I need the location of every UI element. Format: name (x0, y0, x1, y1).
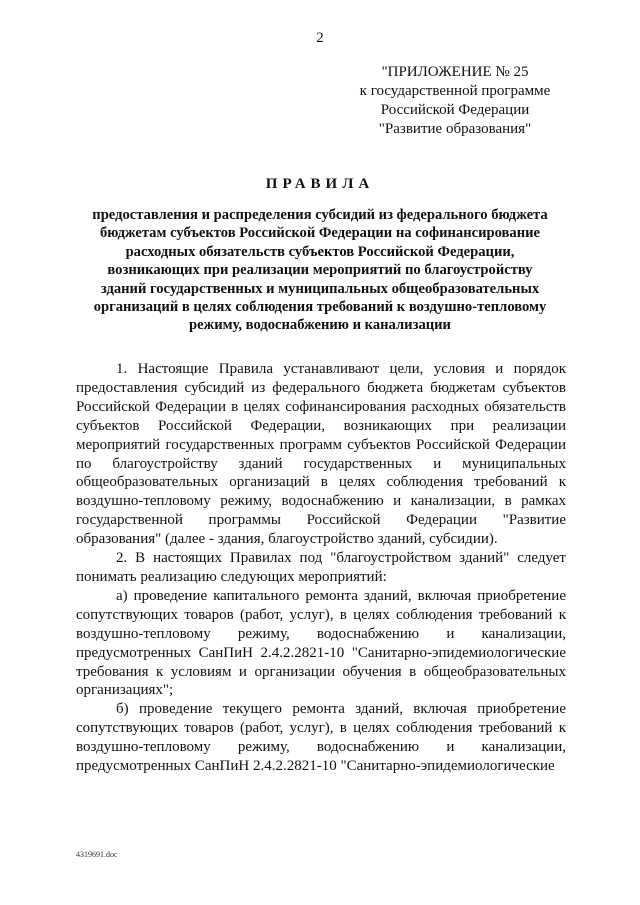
subtitle-line: бюджетам субъектов Российской Федерации на софинансирование (99, 225, 541, 242)
document-body (76, 360, 566, 776)
subtitle-line: зданий государственных и муниципальных общеобразовательных (100, 280, 540, 297)
paragraph-2a: а) проведение капитального ремонта зданий, включая приобретение сопутствующих товаров (работ, услуг), в целях соблюдения требований к воздушно-тепловому режиму, водоснабжению и канализации, предусмотренных СанПиН 2.4.2.2821-10 "Санитарно-эпидемиологические требования к условиям и организации обучения в общеобразовательных организациях"; (76, 587, 566, 699)
page-number: 2 (316, 30, 324, 46)
appendix-line: "ПРИЛОЖЕНИЕ № 25 (381, 64, 529, 80)
appendix-line: Российской Федерации (380, 102, 530, 118)
appendix-line: "Развитие образования" (378, 121, 532, 137)
paragraph-2: 2. В настоящих Правилах под "благоустройством зданий" следует понимать реализацию следующих мероприятий: (76, 550, 566, 585)
paragraph-2b: б) проведение текущего ремонта зданий, включая приобретение сопутствующих товаров (работ, услуг), в целях соблюдения требований к воздушно-тепловому режиму, водоснабжению и канализации, предусмотренных СанПиН 2.4.2.2821-10 "Санитарно-эпидемиологические (76, 701, 566, 775)
subtitle-line: организаций в целях соблюдения требований к воздушно-тепловому (93, 299, 547, 316)
appendix-line: к государственной программе (359, 83, 551, 99)
appendix-header (330, 63, 580, 139)
paragraph-1: 1. Настоящие Правила устанавливают цели, условия и порядок предоставления субсидий из федерального бюджета бюджетам субъектов Российской Федерации в целях софинансирования расходных обязательств субъектов Российской Федерации, возникающих при реализации мероприятий государственных программ субъектов Российской Федерации по благоустройству зданий государственных и муниципальных общеобразовательных организаций в целях соблюдения требований к воздушно-тепловому режиму, водоснабжению и канализации, в рамках государственной программы Российской Федерации "Развитие образования" (далее - здания, благоустройство зданий, субсидии). (76, 361, 566, 548)
document-subtitle (60, 206, 580, 335)
subtitle-line: предоставления и распределения субсидий из федерального бюджета (92, 207, 548, 223)
file-name-footer: 4319691.doc (76, 850, 118, 859)
subtitle-line: расходных обязательств субъектов Российской Федерации, (125, 243, 515, 260)
subtitle-line: возникающих при реализации мероприятий по благоустройству (107, 262, 533, 279)
subtitle-line: режиму, водоснабжению и канализации (189, 317, 451, 334)
document-title: ПРАВИЛА (265, 176, 375, 192)
